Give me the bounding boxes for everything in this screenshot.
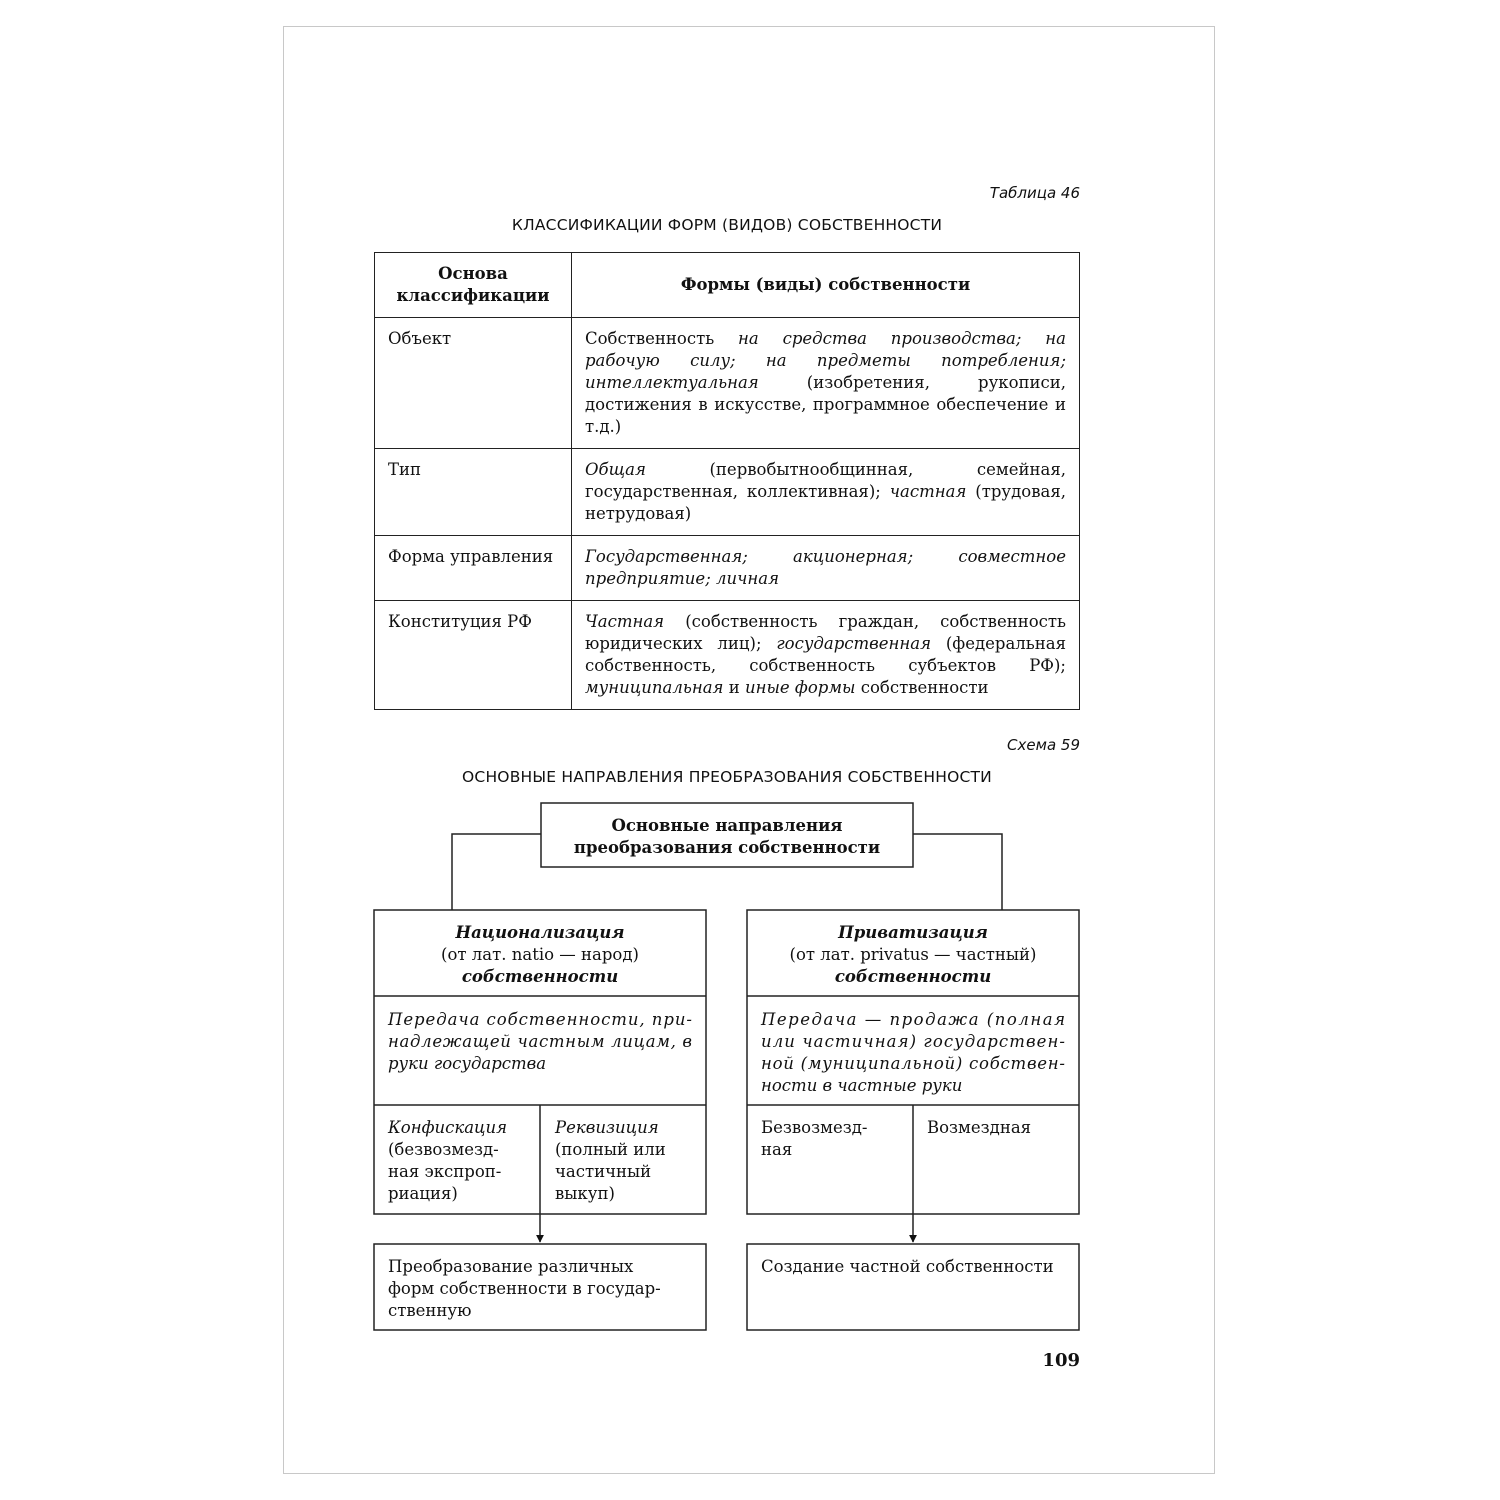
gratuitous-detail: ная (761, 1140, 793, 1159)
root-line: Основные направления (611, 816, 843, 835)
confiscation-name: Конфискация (388, 1118, 508, 1137)
italic-term: частная (889, 482, 967, 501)
page-number: 109 (1042, 1350, 1080, 1371)
plain-text: (изобретения, рукописи, достижения в искусстве, программное обеспечение и т.д.) (585, 373, 1066, 436)
requisition-detail: выкуп) (555, 1184, 615, 1203)
row-basis: Объект (375, 318, 572, 449)
result-right-line: Создание частной собственности (761, 1257, 1054, 1276)
confiscation-detail: ная экспроп- (388, 1162, 502, 1181)
italic-term: иные формы (744, 678, 856, 697)
result-left-line: ственную (388, 1301, 472, 1320)
italic-term: Общая (585, 460, 646, 479)
definition-line: или частичная) государствен- (761, 1032, 1065, 1051)
paid-name: Возмездная (927, 1118, 1032, 1137)
privatization-title: Приватизация (838, 923, 988, 942)
row-basis: Тип (375, 449, 572, 536)
row-basis: Конституция РФ (375, 601, 572, 710)
table-title: КЛАССИФИКАЦИИ ФОРМ (ВИДОВ) СОБСТВЕННОСТИ (511, 216, 943, 234)
privatization-suffix: собственности (834, 967, 992, 986)
plain-text: (первобытнообщинная, семейная, государственная, коллективная); (585, 460, 1066, 501)
table-label: Таблица 46 (989, 184, 1080, 202)
italic-term: Государственная; акционерная; совместное предприятие; личная (585, 547, 1066, 588)
definition-line: ности в частные руки (761, 1076, 963, 1095)
plain-text: Собственность (585, 329, 739, 348)
italic-term: государственная (776, 634, 932, 653)
nationalization-suffix: собственности (461, 967, 619, 986)
root-line: преобразования собственности (573, 838, 881, 857)
result-left-line: форм собственности в государ- (388, 1279, 661, 1298)
definition-line: надлежащей частным лицам, в (388, 1032, 692, 1051)
row-basis: Форма управления (375, 536, 572, 601)
definition-line: ной (муниципальной) собствен- (761, 1054, 1065, 1073)
confiscation-detail: риация) (388, 1184, 458, 1203)
gratuitous-name: Безвозмезд- (761, 1118, 868, 1137)
privatization-etymology: (от лат. privatus — частный) (789, 945, 1037, 964)
definition-line: Передача собственности, при- (388, 1010, 692, 1029)
plain-text: собственности (855, 678, 989, 697)
requisition-detail: частичный (555, 1162, 652, 1181)
scheme-title: ОСНОВНЫЕ НАПРАВЛЕНИЯ ПРЕОБРАЗОВАНИЯ СОБСТВЕННОСТИ (462, 768, 992, 786)
scheme-label: Схема 59 (1007, 736, 1080, 754)
result-left-line: Преобразование различных (388, 1257, 634, 1276)
italic-term: на средства производства; на рабочую силу; на предметы потребления; интеллектуальная (585, 329, 1066, 392)
italic-term: муниципальная (585, 678, 724, 697)
definition-line: Передача — продажа (полная (761, 1010, 1065, 1029)
confiscation-detail: (безвозмезд- (388, 1140, 499, 1159)
root-box (541, 803, 913, 867)
definition-line: руки государства (388, 1054, 547, 1073)
connector-left (452, 834, 541, 910)
requisition-detail: (полный или (555, 1140, 666, 1159)
nationalization-title: Национализация (455, 923, 625, 942)
requisition-name: Реквизиция (555, 1118, 659, 1137)
nationalization-etymology: (от лат. natio — народ) (441, 945, 639, 964)
header-forms: Формы (виды) собственности (572, 253, 1080, 318)
plain-text: (собственность граждан, собственность юридических лиц); (585, 612, 1066, 653)
italic-term: Частная (585, 612, 665, 631)
plain-text: (трудовая, нетрудовая) (585, 482, 1066, 523)
plain-text: и (723, 678, 745, 697)
plain-text: (федеральная собственность, собственность субъектов РФ); (585, 634, 1066, 675)
header-basis: Основа классификации (375, 253, 572, 318)
connector-right (913, 834, 1002, 910)
